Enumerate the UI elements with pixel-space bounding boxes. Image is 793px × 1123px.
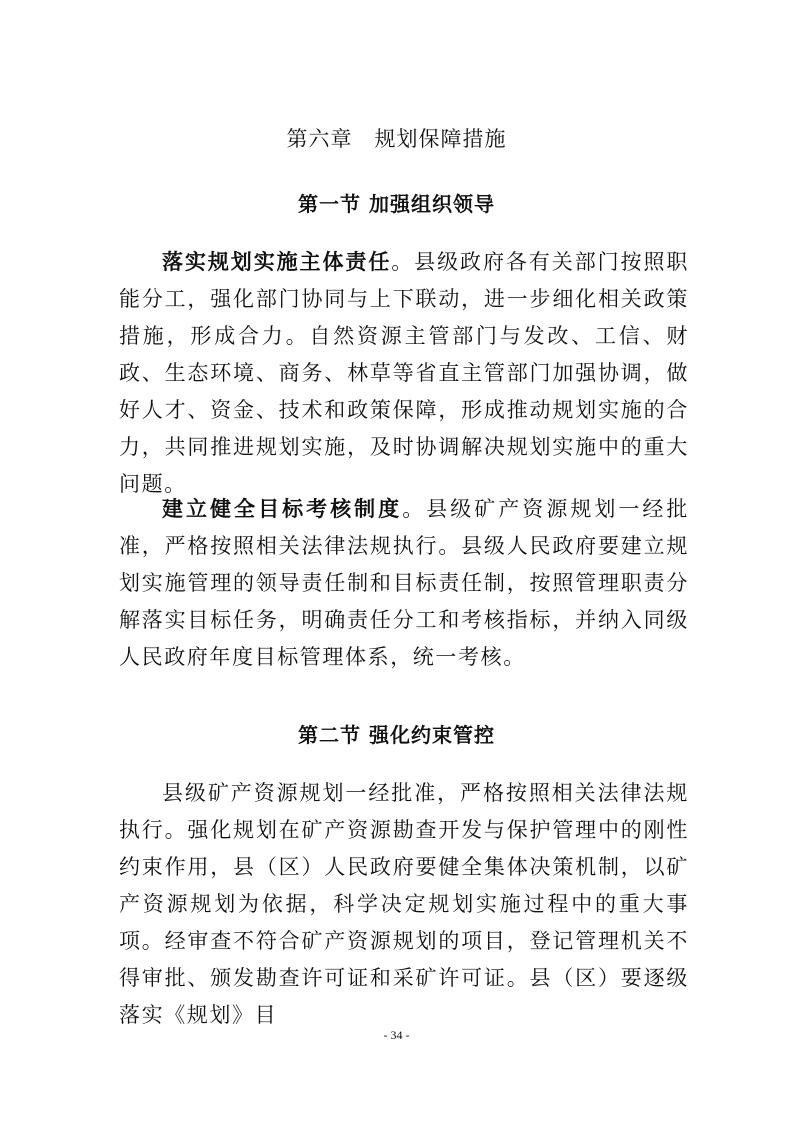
paragraph-1-lead: 落实规划实施主体责任	[162, 250, 392, 274]
paragraph-2-lead: 建立健全目标考核制度	[162, 497, 403, 521]
section-title-1: 第一节 加强组织领导	[298, 192, 495, 216]
paragraph-1-text: 。县级政府各有关部门按照职能分工，强化部门协同与上下联动，进一步细化相关政策措施，形成合力。自然资源主管部门与发改、工信、财政、生态环境、商务、林草等省直主管部门加强协调，做好人才、资金、技术和政策保障，形成推动规划实施的合力，共同推进规划实施，及时协调解决规划实施中的重大问题。	[119, 250, 690, 496]
chapter-title: 第六章 规划保障措施	[286, 127, 507, 151]
paragraph-2-text: 。县级矿产资源规划一经批准，严格按照相关法律法规执行。县级人民政府要建立规划实施管理的领导责任制和目标责任制，按照管理职责分解落实目标任务，明确责任分工和考核指标，并纳入同级人民政府年度目标管理体系，统一考核。	[119, 497, 690, 669]
paragraph-1	[119, 244, 689, 503]
paragraph-2	[119, 491, 689, 676]
section-title-2: 第二节 强化约束管控	[298, 723, 495, 747]
paragraph-3: 县级矿产资源规划一经批准，严格按照相关法律法规执行。强化规划在矿产资源勘查开发与保护管理中的刚性约束作用，县（区）人民政府要健全集体决策机制，以矿产资源规划为依据，科学决定规划实施过程中的重大事项。经审查不符合矿产资源规划的项目，登记管理机关不得审批、颁发勘查许可证和采矿许可证。县（区）要逐级落实《规划》目	[119, 781, 689, 1027]
page-number: - 34 -	[383, 1028, 410, 1042]
